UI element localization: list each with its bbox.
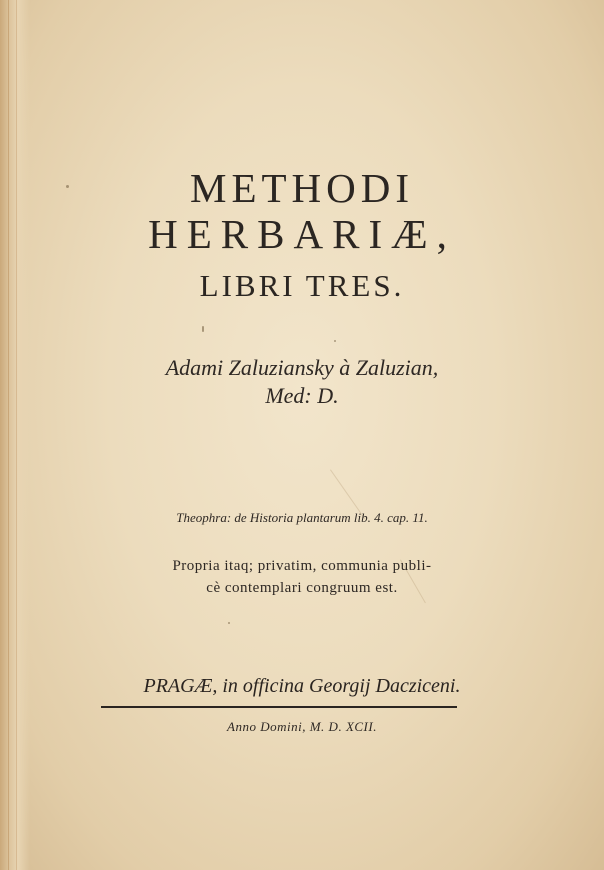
title-line-1: METHODI [189,165,415,211]
spine-edge [0,0,30,870]
paper-speck [334,340,336,342]
quote-line-1: Propria itaq; privatim, communia publi- [172,558,432,574]
title-line-2: HERBARIÆ, [148,211,456,257]
title-line-3: LIBRI TRES. [199,268,405,303]
citation: Theophra: de Historia plantarum lib. 4. cap. 11. [176,510,428,525]
paper-speck [202,326,204,332]
author-name: Adami Zaluziansky à Zaluzian, [165,355,439,380]
horizontal-rule [101,706,457,708]
paper-speck [228,622,230,624]
imprint: PRAGÆ, in officina Georgij Dacziceni. [143,675,461,697]
quote-line-2: cè contemplari congruum est. [206,580,398,596]
publication-year: Anno Domini, M. D. XCII. [227,719,377,734]
author-degree: Med: D. [265,383,339,408]
